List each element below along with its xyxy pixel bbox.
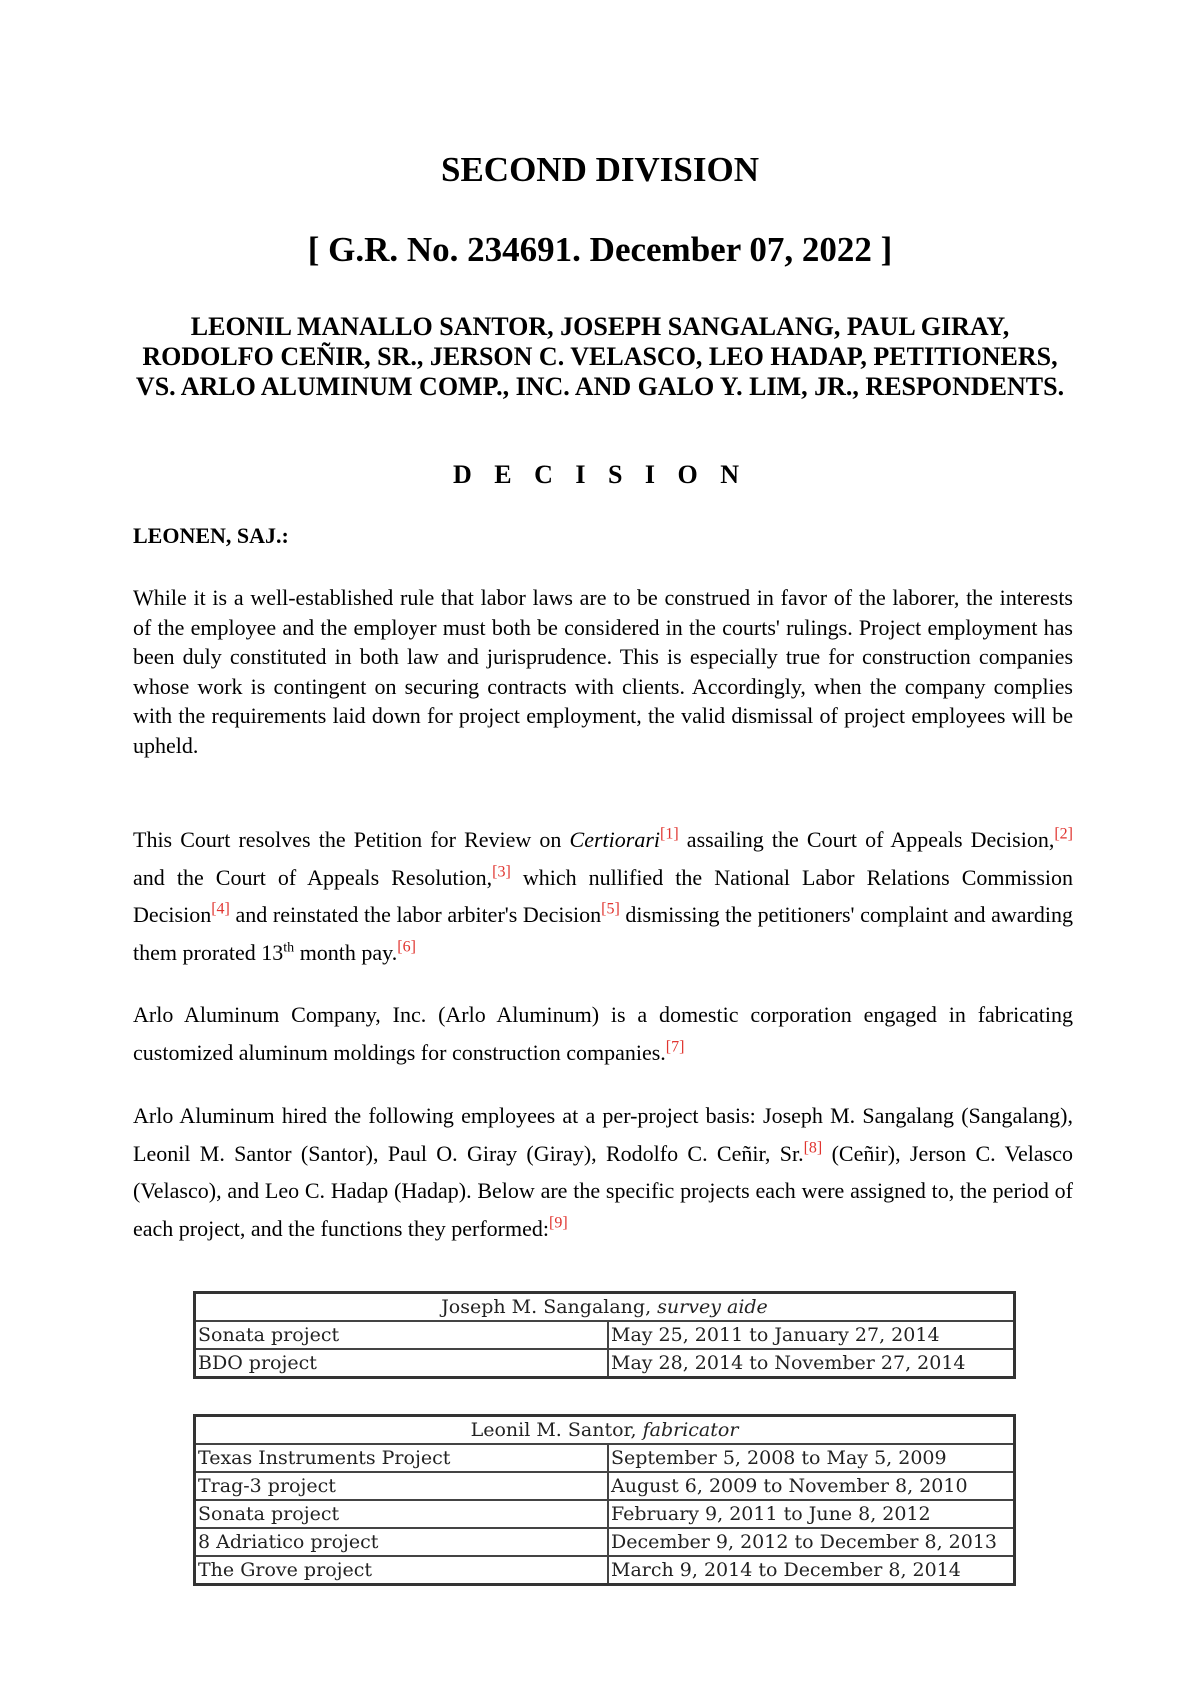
footnote-link[interactable]: [3] bbox=[492, 863, 511, 881]
employee-name: Leonil M. Santor, bbox=[470, 1419, 643, 1441]
table-row bbox=[195, 1349, 1015, 1378]
paragraph-text: which nullified the National Labor Relations Commission Decision bbox=[133, 864, 1074, 927]
project-cell: Sonata project bbox=[195, 1500, 609, 1528]
table-row bbox=[195, 1321, 1015, 1349]
paragraph-text: and reinstated the labor arbiter's Decision bbox=[229, 902, 602, 927]
project-cell: Sonata project bbox=[195, 1321, 609, 1349]
period-cell: September 5, 2008 to May 5, 2009 bbox=[608, 1444, 1015, 1472]
table-row bbox=[195, 1500, 1015, 1528]
table-row bbox=[195, 1556, 1015, 1585]
paragraph-text: and the Court of Appeals Resolution, bbox=[133, 864, 493, 890]
paragraph-intro: While it is a well-established rule that labor laws are to be construed in favor of the laborer, the interests of the employee and the employer must both be considered in the courts' rulings. Project employment has been duly constituted in both law and jurisprudence. This is especially true for construction companies whose work is contingent on securing contracts with clients. Accordingly, when the company complies with the requirements laid down for project employment, the valid dismissal of project employees will be upheld. bbox=[133, 585, 1073, 758]
paragraph-text: dismissing the petitioners' complaint and awarding them prorated 13 bbox=[133, 902, 1073, 965]
period-cell: March 9, 2014 to December 8, 2014 bbox=[608, 1556, 1015, 1585]
employee-name: Joseph M. Sangalang, bbox=[441, 1296, 658, 1318]
project-cell: BDO project bbox=[195, 1349, 609, 1378]
period-cell: May 28, 2014 to November 27, 2014 bbox=[608, 1349, 1015, 1378]
ordinal-suffix: th bbox=[283, 940, 295, 956]
sangalang-projects-table bbox=[193, 1291, 1016, 1379]
case-number-heading: [ G.R. No. 234691. December 07, 2022 ] bbox=[307, 230, 893, 269]
table-row bbox=[195, 1444, 1015, 1472]
paragraph-petition bbox=[133, 821, 1073, 971]
footnote-link[interactable]: [6] bbox=[397, 938, 416, 956]
table-header-row bbox=[195, 1293, 1015, 1322]
paragraph-text: Arlo Aluminum Company, Inc. (Arlo Aluminum) is a domestic corporation engaged in fabricating customized aluminum moldings for construction companies. bbox=[133, 1002, 1073, 1065]
table-row bbox=[195, 1528, 1015, 1556]
decision-heading: D E C I S I O N bbox=[452, 460, 748, 489]
footnote-link[interactable]: [9] bbox=[549, 1214, 568, 1232]
ponente: LEONEN, SAJ.: bbox=[133, 523, 289, 548]
period-cell: August 6, 2009 to November 8, 2010 bbox=[608, 1472, 1015, 1500]
footnote-link[interactable]: [5] bbox=[601, 900, 620, 918]
period-cell: May 25, 2011 to January 27, 2014 bbox=[608, 1321, 1015, 1349]
case-parties: LEONIL MANALLO SANTOR, JOSEPH SANGALANG, PAUL GIRAY, RODOLFO CEÑIR, SR., JERSON C. VELASCO, LEO HADAP, PETITIONERS, VS. ARLO ALUMINUM COMP., INC. AND GALO Y. LIM, JR., RESPONDENTS. bbox=[135, 312, 1065, 401]
employee-role: fabricator bbox=[642, 1419, 739, 1441]
employee-role: survey aide bbox=[657, 1296, 768, 1318]
paragraph-company bbox=[133, 996, 1073, 1071]
paragraph-text: month pay. bbox=[294, 939, 398, 965]
table-row bbox=[195, 1472, 1015, 1500]
paragraph-text: Arlo Aluminum hired the following employees at a per-project basis: Joseph M. Sangalang (Sangalang), Leonil M. Santor (Santor), Paul O. Giray (Giray), Rodolfo C. Ceñir, Sr. bbox=[133, 1103, 1073, 1166]
table-header-cell bbox=[195, 1293, 1015, 1322]
santor-projects-table bbox=[193, 1414, 1016, 1586]
footnote-link[interactable]: [4] bbox=[211, 900, 230, 918]
project-cell: The Grove project bbox=[195, 1556, 609, 1585]
period-cell: December 9, 2012 to December 8, 2013 bbox=[608, 1528, 1015, 1556]
italic-term: Certiorari bbox=[569, 827, 661, 852]
period-cell: February 9, 2011 to June 8, 2012 bbox=[608, 1500, 1015, 1528]
table-header-cell bbox=[195, 1416, 1015, 1445]
table-header-row bbox=[195, 1416, 1015, 1445]
footnote-link[interactable]: [2] bbox=[1054, 825, 1073, 843]
project-cell: Texas Instruments Project bbox=[195, 1444, 609, 1472]
paragraph-text: (Ceñir), Jerson C. Velasco (Velasco), and Leo C. Hadap (Hadap). Below are the specific projects each were assigned to, the period of each project, and the functions they performed: bbox=[133, 1140, 1073, 1241]
footnote-link[interactable]: [1] bbox=[660, 825, 679, 843]
project-cell: Trag-3 project bbox=[195, 1472, 609, 1500]
division-heading: SECOND DIVISION bbox=[441, 150, 759, 189]
project-cell: 8 Adriatico project bbox=[195, 1528, 609, 1556]
paragraph-employees bbox=[133, 1097, 1073, 1247]
footnote-link[interactable]: [7] bbox=[665, 1038, 685, 1056]
footnote-link[interactable]: [8] bbox=[803, 1139, 823, 1157]
paragraph-text: assailing the Court of Appeals Decision, bbox=[678, 827, 1055, 852]
paragraph-text: This Court resolves the Petition for Review on bbox=[133, 827, 570, 852]
